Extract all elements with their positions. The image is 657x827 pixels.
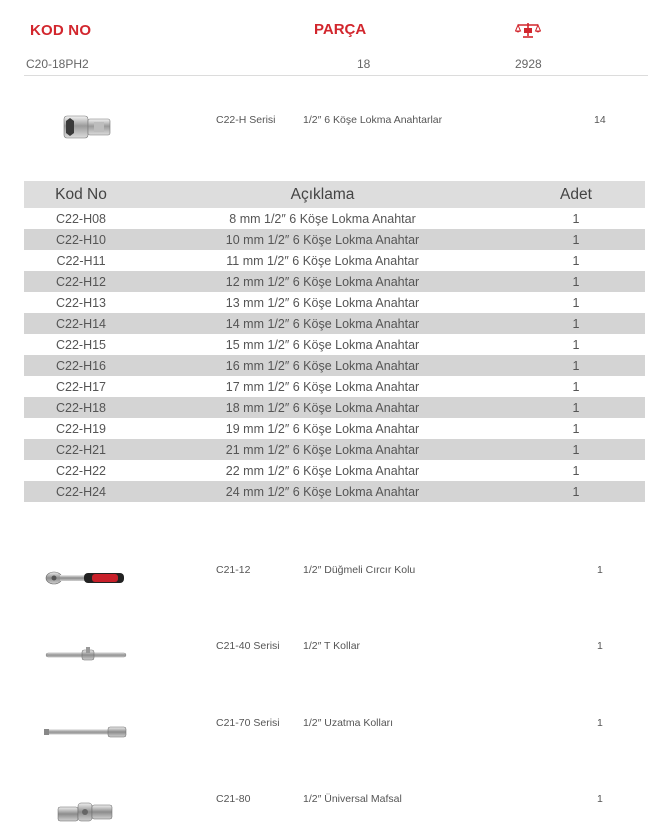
row-qty: 1 [572,337,580,352]
row-code: C22-H24 [24,481,138,502]
row-code: C22-H21 [24,439,138,460]
row-code: C22-H22 [55,463,107,478]
socket-table-header [24,181,645,208]
row-code: C22-H15 [55,337,107,352]
row-code: C22-H16 [24,355,138,376]
row-qty: 1 [572,295,580,310]
column-header-aciklama: Açıklama [138,181,507,208]
table-row [24,271,645,292]
socket-table [24,181,645,502]
table-row [24,376,645,397]
table-row [24,250,645,271]
kod-no-heading: KOD NO [30,22,92,39]
extension-bar-icon [44,725,130,739]
table-row [24,292,645,313]
item-code: C21-80 [216,793,251,805]
item-code: C21-40 Serisi [216,640,280,652]
row-description: 22 mm 1/2″ 6 Köşe Lokma Anahtar [225,463,420,478]
row-description: 14 mm 1/2″ 6 Köşe Lokma Anahtar [138,313,507,334]
row-qty: 1 [507,397,645,418]
table-row [24,397,645,418]
row-qty: 1 [507,271,645,292]
divider [24,75,648,76]
row-qty: 1 [572,379,580,394]
row-qty: 1 [507,355,645,376]
row-code: C22-H14 [24,313,138,334]
row-code: C22-H19 [55,421,107,436]
row-qty: 1 [507,229,645,250]
set-summary-row [0,57,657,73]
row-description: 19 mm 1/2″ 6 Köşe Lokma Anahtar [225,421,420,436]
item-description: 1/2″ Üniversal Mafsal [303,793,402,805]
row-description: 15 mm 1/2″ 6 Köşe Lokma Anahtar [225,337,420,352]
item-description: 1/2″ Uzatma Kolları [303,717,394,729]
item-description: 1/2″ Düğmeli Cırcır Kolu [303,564,416,576]
socket-group-description: 1/2″ 6 Köşe Lokma Anahtarlar [303,114,443,126]
row-qty: 1 [572,211,580,226]
ratchet-handle-icon [44,568,130,588]
table-row [24,460,645,481]
item-code: C21-12 [216,564,251,576]
item-qty: 1 [597,640,603,652]
table-header [0,22,657,42]
row-code: C22-H12 [24,271,138,292]
row-qty: 1 [507,481,645,502]
row-description: 10 mm 1/2″ 6 Köşe Lokma Anahtar [138,229,507,250]
item-qty: 1 [597,564,603,576]
table-row [24,313,645,334]
parca-heading: PARÇA [314,21,367,38]
set-weight: 2928 [515,57,542,71]
socket-group-code: C22-H Serisi [216,114,276,126]
row-code: C22-H10 [24,229,138,250]
row-qty: 1 [507,439,645,460]
row-description: 12 mm 1/2″ 6 Köşe Lokma Anahtar [138,271,507,292]
row-qty: 1 [572,421,580,436]
set-code: C20-18PH2 [26,57,89,71]
row-description: 21 mm 1/2″ 6 Köşe Lokma Anahtar [138,439,507,460]
row-code: C22-H08 [55,211,107,226]
row-description: 24 mm 1/2″ 6 Köşe Lokma Anahtar [138,481,507,502]
row-qty: 1 [572,253,580,268]
item-code: C21-70 Serisi [216,717,280,729]
table-row [24,229,645,250]
item-qty: 1 [597,717,603,729]
row-code: C22-H13 [55,295,107,310]
row-description: 11 mm 1/2″ 6 Köşe Lokma Anahtar [226,253,419,268]
row-description: 13 mm 1/2″ 6 Köşe Lokma Anahtar [225,295,420,310]
column-header-adet: Adet [507,181,645,208]
socket-icon [60,114,116,140]
set-piece-count: 18 [357,57,371,71]
row-qty: 1 [507,313,645,334]
item-description: 1/2″ T Kollar [303,640,361,652]
row-description: 16 mm 1/2″ 6 Köşe Lokma Anahtar [138,355,507,376]
table-row [24,355,645,376]
table-row [24,481,645,502]
table-row [24,418,645,439]
scale-icon [515,22,541,38]
table-row [24,208,645,229]
row-qty: 1 [572,463,580,478]
t-bar-handle-icon [44,646,130,664]
table-row [24,439,645,460]
socket-group-qty: 14 [594,114,606,126]
row-code: C22-H11 [56,253,106,268]
row-description: 17 mm 1/2″ 6 Köşe Lokma Anahtar [225,379,420,394]
item-qty: 1 [597,793,603,805]
column-header-kod-no: Kod No [24,181,138,208]
row-description: 8 mm 1/2″ 6 Köşe Lokma Anahtar [229,211,416,226]
table-row [24,334,645,355]
row-code: C22-H17 [55,379,107,394]
row-code: C22-H18 [24,397,138,418]
universal-joint-icon [54,799,118,825]
row-description: 18 mm 1/2″ 6 Köşe Lokma Anahtar [138,397,507,418]
